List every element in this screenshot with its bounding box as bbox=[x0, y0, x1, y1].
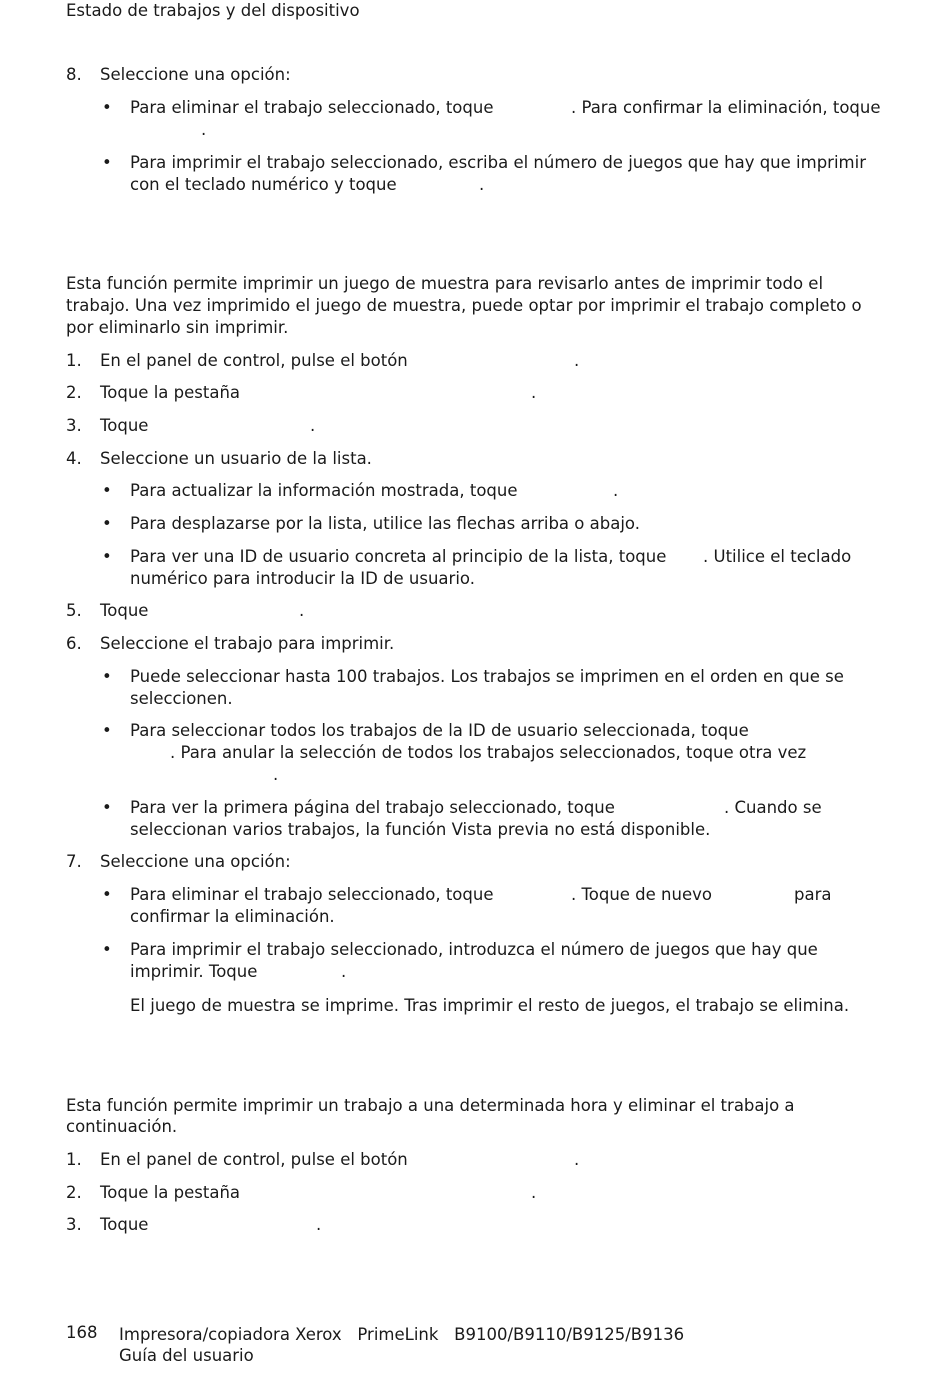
bullet-text: para bbox=[794, 885, 832, 904]
bullet-icon: • bbox=[102, 798, 112, 817]
bullet-text: Para eliminar el trabajo seleccionado, toque bbox=[130, 98, 494, 117]
step-number: 5. bbox=[66, 601, 82, 620]
step-number: 7. bbox=[66, 852, 82, 871]
bullet-text: seleccionen. bbox=[130, 689, 233, 708]
step-text: Toque bbox=[100, 601, 149, 620]
bullet-icon: • bbox=[102, 885, 112, 904]
step-text: . bbox=[531, 1183, 537, 1202]
bullet-text: Para ver una ID de usuario concreta al principio de la lista, toque bbox=[130, 547, 667, 566]
note-text: El juego de muestra se imprime. Tras imprimir el resto de juegos, el trabajo se elimina. bbox=[130, 996, 850, 1015]
bullet-icon: • bbox=[102, 153, 112, 172]
page-number: 168 bbox=[66, 1323, 98, 1342]
intro-paragraph: continuación. bbox=[66, 1117, 178, 1136]
bullet-text: . bbox=[613, 481, 619, 500]
step-number: 1. bbox=[66, 351, 82, 370]
page-header: Estado de trabajos y del dispositivo bbox=[66, 1, 360, 20]
bullet-text: Para actualizar la información mostrada, toque bbox=[130, 481, 518, 500]
bullet-text: imprimir. Toque bbox=[130, 962, 258, 981]
bullet-text: Para eliminar el trabajo seleccionado, toque bbox=[130, 885, 494, 904]
step-text: . bbox=[531, 383, 537, 402]
bullet-icon: • bbox=[102, 547, 112, 566]
step-text: . bbox=[574, 351, 580, 370]
step-text: Seleccione una opción: bbox=[100, 852, 291, 871]
bullet-text: con el teclado numérico y toque bbox=[130, 175, 397, 194]
step-number: 8. bbox=[66, 65, 82, 84]
bullet-text: seleccionan varios trabajos, la función Vista previa no está disponible. bbox=[130, 820, 711, 839]
step-number: 6. bbox=[66, 634, 82, 653]
bullet-text: . Cuando se bbox=[724, 798, 822, 817]
step-text: Toque la pestaña bbox=[100, 383, 241, 402]
bullet-text: . Para confirmar la eliminación, toque bbox=[571, 98, 881, 117]
bullet-text: . Toque de nuevo bbox=[571, 885, 712, 904]
step-text: En el panel de control, pulse el botón bbox=[100, 1150, 408, 1169]
bullet-text: Puede seleccionar hasta 100 trabajos. Los trabajos se imprimen en el orden en que se bbox=[130, 667, 844, 686]
intro-paragraph: por eliminarlo sin imprimir. bbox=[66, 318, 289, 337]
bullet-icon: • bbox=[102, 514, 112, 533]
intro-paragraph: trabajo. Una vez imprimido el juego de muestra, puede optar por imprimir el trabajo completo o bbox=[66, 296, 862, 315]
bullet-text: numérico para introducir la ID de usuario. bbox=[130, 569, 475, 588]
step-text: Toque bbox=[100, 1215, 149, 1234]
step-number: 4. bbox=[66, 449, 82, 468]
step-text: Seleccione un usuario de la lista. bbox=[100, 449, 372, 468]
footer-product: Impresora/copiadora Xerox PrimeLink B9100/B9110/B9125/B9136 bbox=[119, 1325, 685, 1344]
bullet-text: Para desplazarse por la lista, utilice las flechas arriba o abajo. bbox=[130, 514, 640, 533]
bullet-text: . Utilice el teclado bbox=[703, 547, 852, 566]
step-text: . bbox=[299, 601, 305, 620]
bullet-text: . bbox=[201, 120, 207, 139]
step-text: Toque la pestaña bbox=[100, 1183, 241, 1202]
step-number: 2. bbox=[66, 1183, 82, 1202]
step-text: Seleccione una opción: bbox=[100, 65, 291, 84]
step-number: 3. bbox=[66, 416, 82, 435]
step-text: En el panel de control, pulse el botón bbox=[100, 351, 408, 370]
step-number: 1. bbox=[66, 1150, 82, 1169]
step-number: 2. bbox=[66, 383, 82, 402]
bullet-text: . bbox=[273, 765, 279, 784]
step-number: 3. bbox=[66, 1215, 82, 1234]
bullet-icon: • bbox=[102, 721, 112, 740]
bullet-text: Para imprimir el trabajo seleccionado, introduzca el número de juegos que hay que bbox=[130, 940, 818, 959]
bullet-text: Para seleccionar todos los trabajos de la ID de usuario seleccionada, toque bbox=[130, 721, 749, 740]
bullet-icon: • bbox=[102, 667, 112, 686]
intro-paragraph: Esta función permite imprimir un juego de muestra para revisarlo antes de imprimir todo el bbox=[66, 274, 824, 293]
bullet-text: confirmar la eliminación. bbox=[130, 907, 335, 926]
intro-paragraph: Esta función permite imprimir un trabajo a una determinada hora y eliminar el trabajo a bbox=[66, 1096, 795, 1115]
step-text: Toque bbox=[100, 416, 149, 435]
step-text: . bbox=[316, 1215, 322, 1234]
bullet-icon: • bbox=[102, 481, 112, 500]
bullet-text: Para imprimir el trabajo seleccionado, escriba el número de juegos que hay que imprimir bbox=[130, 153, 866, 172]
step-text: . bbox=[310, 416, 316, 435]
bullet-icon: • bbox=[102, 98, 112, 117]
footer-guide: Guía del usuario bbox=[119, 1346, 254, 1365]
step-text: Seleccione el trabajo para imprimir. bbox=[100, 634, 395, 653]
bullet-text: Para ver la primera página del trabajo seleccionado, toque bbox=[130, 798, 615, 817]
bullet-text: . bbox=[479, 175, 485, 194]
bullet-text: . bbox=[341, 962, 347, 981]
bullet-icon: • bbox=[102, 940, 112, 959]
step-text: . bbox=[574, 1150, 580, 1169]
bullet-text: . Para anular la selección de todos los trabajos seleccionados, toque otra vez bbox=[170, 743, 807, 762]
